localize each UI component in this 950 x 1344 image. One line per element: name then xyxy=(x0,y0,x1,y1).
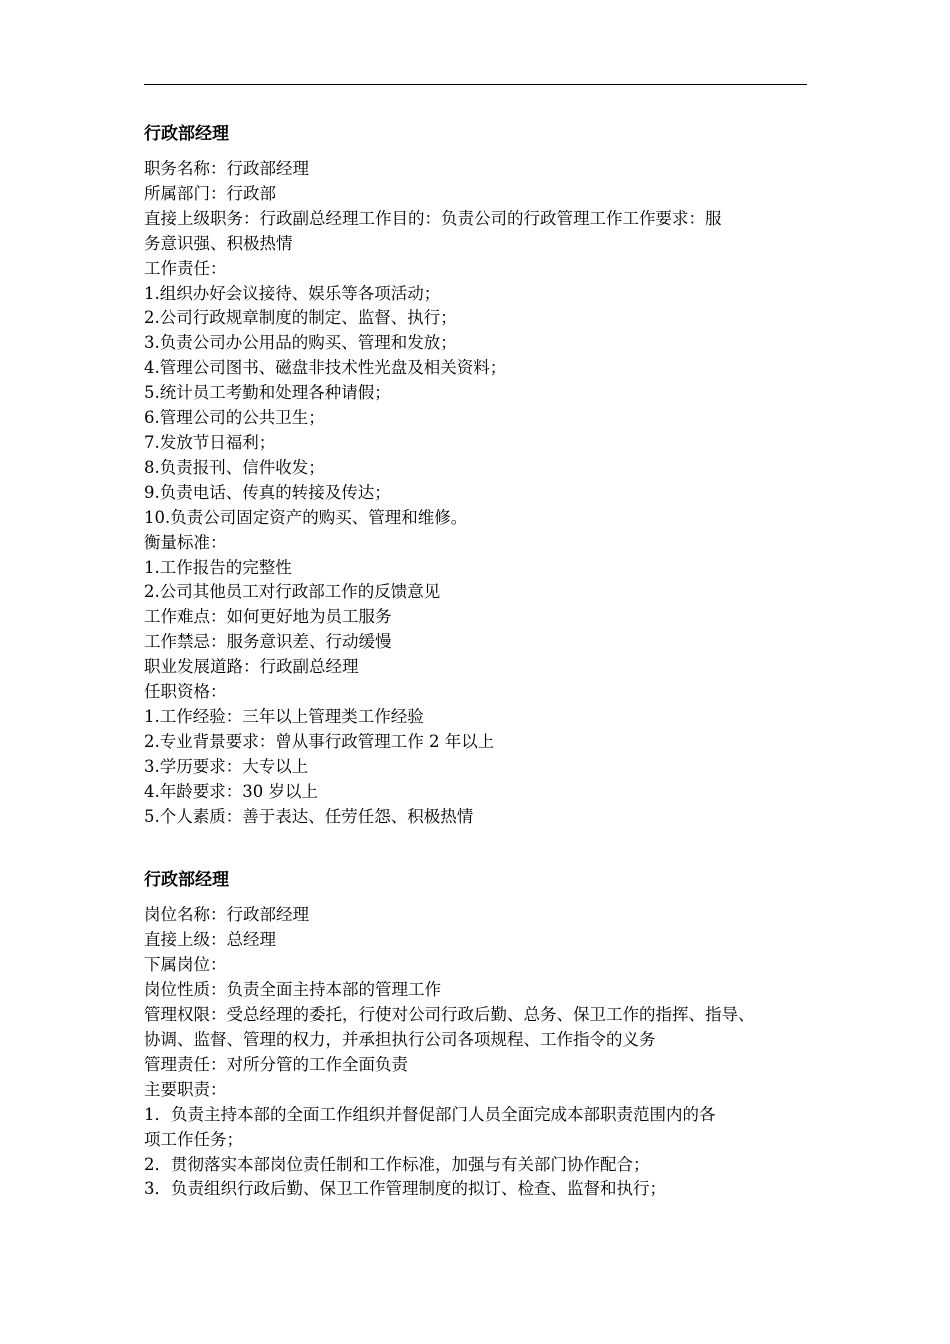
text-line: 3．负责组织行政后勤、保卫工作管理制度的拟订、检查、监督和执行； xyxy=(144,1179,666,1199)
text-line: 2.专业背景要求：曾从事行政管理工作 2 年以上 xyxy=(144,731,495,751)
text-line: 4.年龄要求：30 岁以上 xyxy=(144,781,318,801)
header-rule xyxy=(144,84,807,85)
text-line: 3.学历要求：大专以上 xyxy=(144,756,309,776)
text-line: 衡量标准： xyxy=(144,532,227,552)
text-line: 9.负责电话、传真的转接及传达； xyxy=(144,482,391,502)
text-line: 1.工作报告的完整性 xyxy=(144,557,292,577)
text-line: 工作禁忌：服务意识差、行动缓慢 xyxy=(144,632,392,652)
text-line: 项工作任务； xyxy=(144,1129,243,1149)
text-line: 8.负责报刊、信件收发； xyxy=(144,457,325,477)
text-line: 工作难点：如何更好地为员工服务 xyxy=(144,607,392,627)
text-line: 下属岗位： xyxy=(144,955,227,975)
text-line: 直接上级：总经理 xyxy=(144,930,276,950)
document-body xyxy=(144,122,809,1202)
text-line: 3.负责公司办公用品的购买、管理和发放； xyxy=(144,333,457,353)
text-line: 1．负责主持本部的全面工作组织并督促部门人员全面完成本部职责范围内的各 xyxy=(144,1104,716,1124)
text-line: 岗位性质：负责全面主持本部的管理工作 xyxy=(144,980,441,1000)
text-line: 直接上级职务：行政副总经理工作目的：负责公司的行政管理工作工作要求：服 xyxy=(144,208,722,228)
text-line: 4.管理公司图书、磁盘非技术性光盘及相关资料； xyxy=(144,358,507,378)
section-1 xyxy=(144,122,809,829)
section-gap xyxy=(144,829,809,868)
text-line: 2．贯彻落实本部岗位责任制和工作标准，加强与有关部门协作配合； xyxy=(144,1154,650,1174)
text-line: 1.工作经验：三年以上管理类工作经验 xyxy=(144,706,424,726)
section-2 xyxy=(144,868,809,1202)
text-line: 任职资格： xyxy=(144,682,227,702)
text-line: 所属部门：行政部 xyxy=(144,183,276,203)
text-line: 7.发放节日福利； xyxy=(144,432,276,452)
text-line: 1.组织办好会议接待、娱乐等各项活动； xyxy=(144,283,441,303)
text-line: 工作责任： xyxy=(144,258,227,278)
section-title: 行政部经理 xyxy=(144,870,229,891)
text-line: 职业发展道路：行政副总经理 xyxy=(144,657,359,677)
text-line: 岗位名称：行政部经理 xyxy=(144,905,309,925)
text-line: 务意识强、积极热情 xyxy=(144,233,293,253)
text-line: 2.公司其他员工对行政部工作的反馈意见 xyxy=(144,582,441,602)
text-line: 协调、监督、管理的权力，并承担执行公司各项规程、工作指令的义务 xyxy=(144,1030,656,1049)
text-line: 5.个人素质：善于表达、任劳任怨、积极热情 xyxy=(144,806,474,826)
text-line: 6.管理公司的公共卫生； xyxy=(144,408,325,428)
text-line: 10.负责公司固定资产的购买、管理和维修。 xyxy=(144,507,468,527)
text-line: 职务名称：行政部经理 xyxy=(144,159,309,178)
section-title: 行政部经理 xyxy=(144,124,229,144)
text-line: 5.统计员工考勤和处理各种请假； xyxy=(144,383,391,403)
text-line: 2.公司行政规章制度的制定、监督、执行； xyxy=(144,308,457,328)
text-line: 主要职责： xyxy=(144,1079,227,1099)
text-line: 管理责任：对所分管的工作全面负责 xyxy=(144,1054,408,1074)
text-line: 管理权限：受总经理的委托，行使对公司行政后勤、总务、保卫工作的指挥、指导、 xyxy=(144,1005,755,1025)
